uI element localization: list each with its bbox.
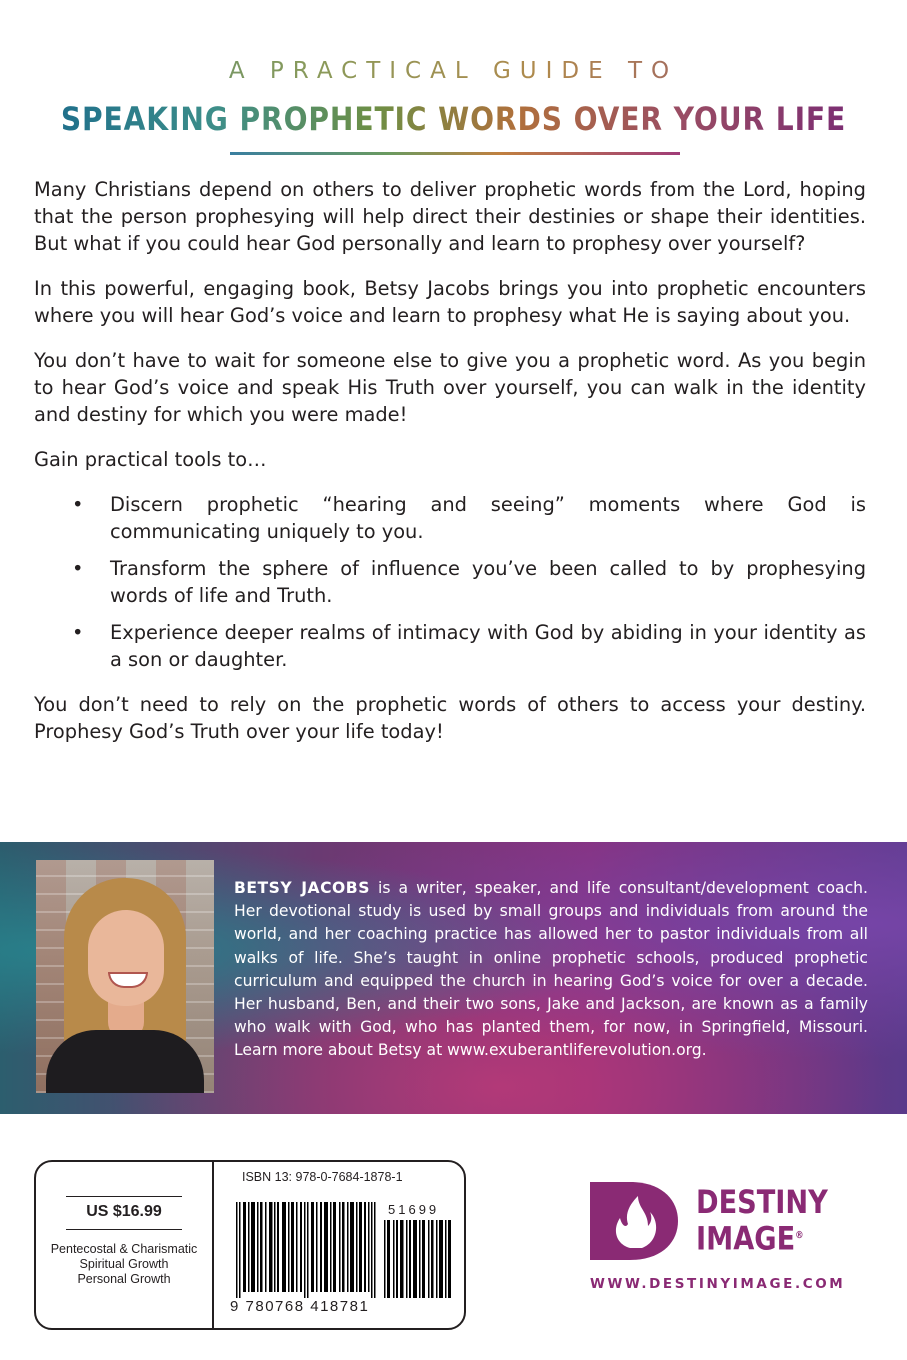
paragraph: You don’t have to wait for someone else to give you a prophetic word. As you begin to hear God’s voice and speak His Truth over yourself, you can walk in the identity and destiny for which you were made!	[34, 349, 866, 426]
isbn-label: ISBN 13: 978-0-7684-1878-1	[242, 1170, 403, 1184]
publisher-name-line1: DESTINY	[696, 1183, 828, 1221]
publisher-name-line2: IMAGE	[696, 1219, 796, 1258]
flame-d-logo-icon	[586, 1178, 682, 1264]
bullet-icon: •	[72, 621, 84, 644]
headline-title: SPEAKING PROPHETIC WORDS OVER YOUR LIFE	[54, 100, 852, 138]
paragraph: Gain practical tools to…	[34, 448, 267, 471]
publisher-url[interactable]: WWW.DESTINYIMAGE.COM	[590, 1276, 846, 1292]
author-name: BETSY JACOBS	[234, 879, 370, 897]
description	[34, 176, 866, 763]
list-item-text: Experience deeper realms of intimacy with God by abiding in your identity as a son or daughter.	[110, 621, 866, 671]
ean-barcode-icon	[236, 1202, 376, 1298]
author-bio	[234, 877, 868, 1063]
paragraph: In this powerful, engaging book, Betsy Jacobs brings you into prophetic encounters where you will hear God’s voice and learn to prophesy what He is saying about you.	[34, 277, 866, 327]
bullet-icon: •	[72, 557, 84, 580]
addon-code: 51699	[388, 1202, 440, 1217]
category-item: Personal Growth	[77, 1272, 171, 1286]
title-rule	[230, 152, 680, 155]
category-item: Spiritual Growth	[79, 1257, 169, 1271]
list-item-text: Transform the sphere of influence you’ve been called to by prophesying words of life and Truth.	[110, 557, 866, 607]
publisher-name	[696, 1183, 849, 1258]
kicker-title: A PRACTICAL GUIDE TO	[0, 58, 907, 84]
category-item: Pentecostal & Charismatic	[50, 1242, 198, 1256]
benefit-list	[34, 491, 866, 673]
registered-mark: ®	[795, 1230, 804, 1241]
closing-paragraph: You don’t need to rely on the prophetic words of others to access your destiny. Prophesy God’s Truth over your life today!	[34, 693, 866, 743]
ean-digits: 9 780768 418781	[230, 1298, 370, 1315]
list-item-text: Discern prophetic “hearing and seeing” moments where God is communicating uniquely to you.	[110, 493, 866, 543]
author-photo	[36, 860, 214, 1093]
barcode-divider	[212, 1162, 214, 1328]
price-label: US $16.99	[66, 1196, 182, 1230]
author-bio-text: is a writer, speaker, and life consultant/development coach. Her devotional study is used by small groups and individuals from around the world, and her coaching practice has allowed her to pastor individuals from all walks of life. She’s taught in online prophetic schools, produced prophetic curriculum and equipped the church in hearing God’s voice for over a decade. Her husband, Ben, and their two sons, Jake and Jackson, are known as a family who walk with God, who has planted them, for now, in Springfield, Missouri. Learn more about Betsy at www.exuberantliferevolution.org.	[234, 879, 868, 1060]
addon-barcode-icon	[384, 1220, 452, 1298]
list-item	[34, 555, 866, 609]
list-item	[34, 491, 866, 545]
category-list	[42, 1242, 206, 1287]
bullet-icon: •	[72, 493, 84, 516]
author-band	[0, 842, 907, 1114]
barcode-box	[34, 1160, 466, 1330]
paragraph: Many Christians depend on others to deliver prophetic words from the Lord, hoping that the person prophesying will help direct their destinies or shape their identities. But what if you could hear God personally and learn to prophesy over yourself?	[34, 178, 866, 255]
list-item	[34, 619, 866, 673]
